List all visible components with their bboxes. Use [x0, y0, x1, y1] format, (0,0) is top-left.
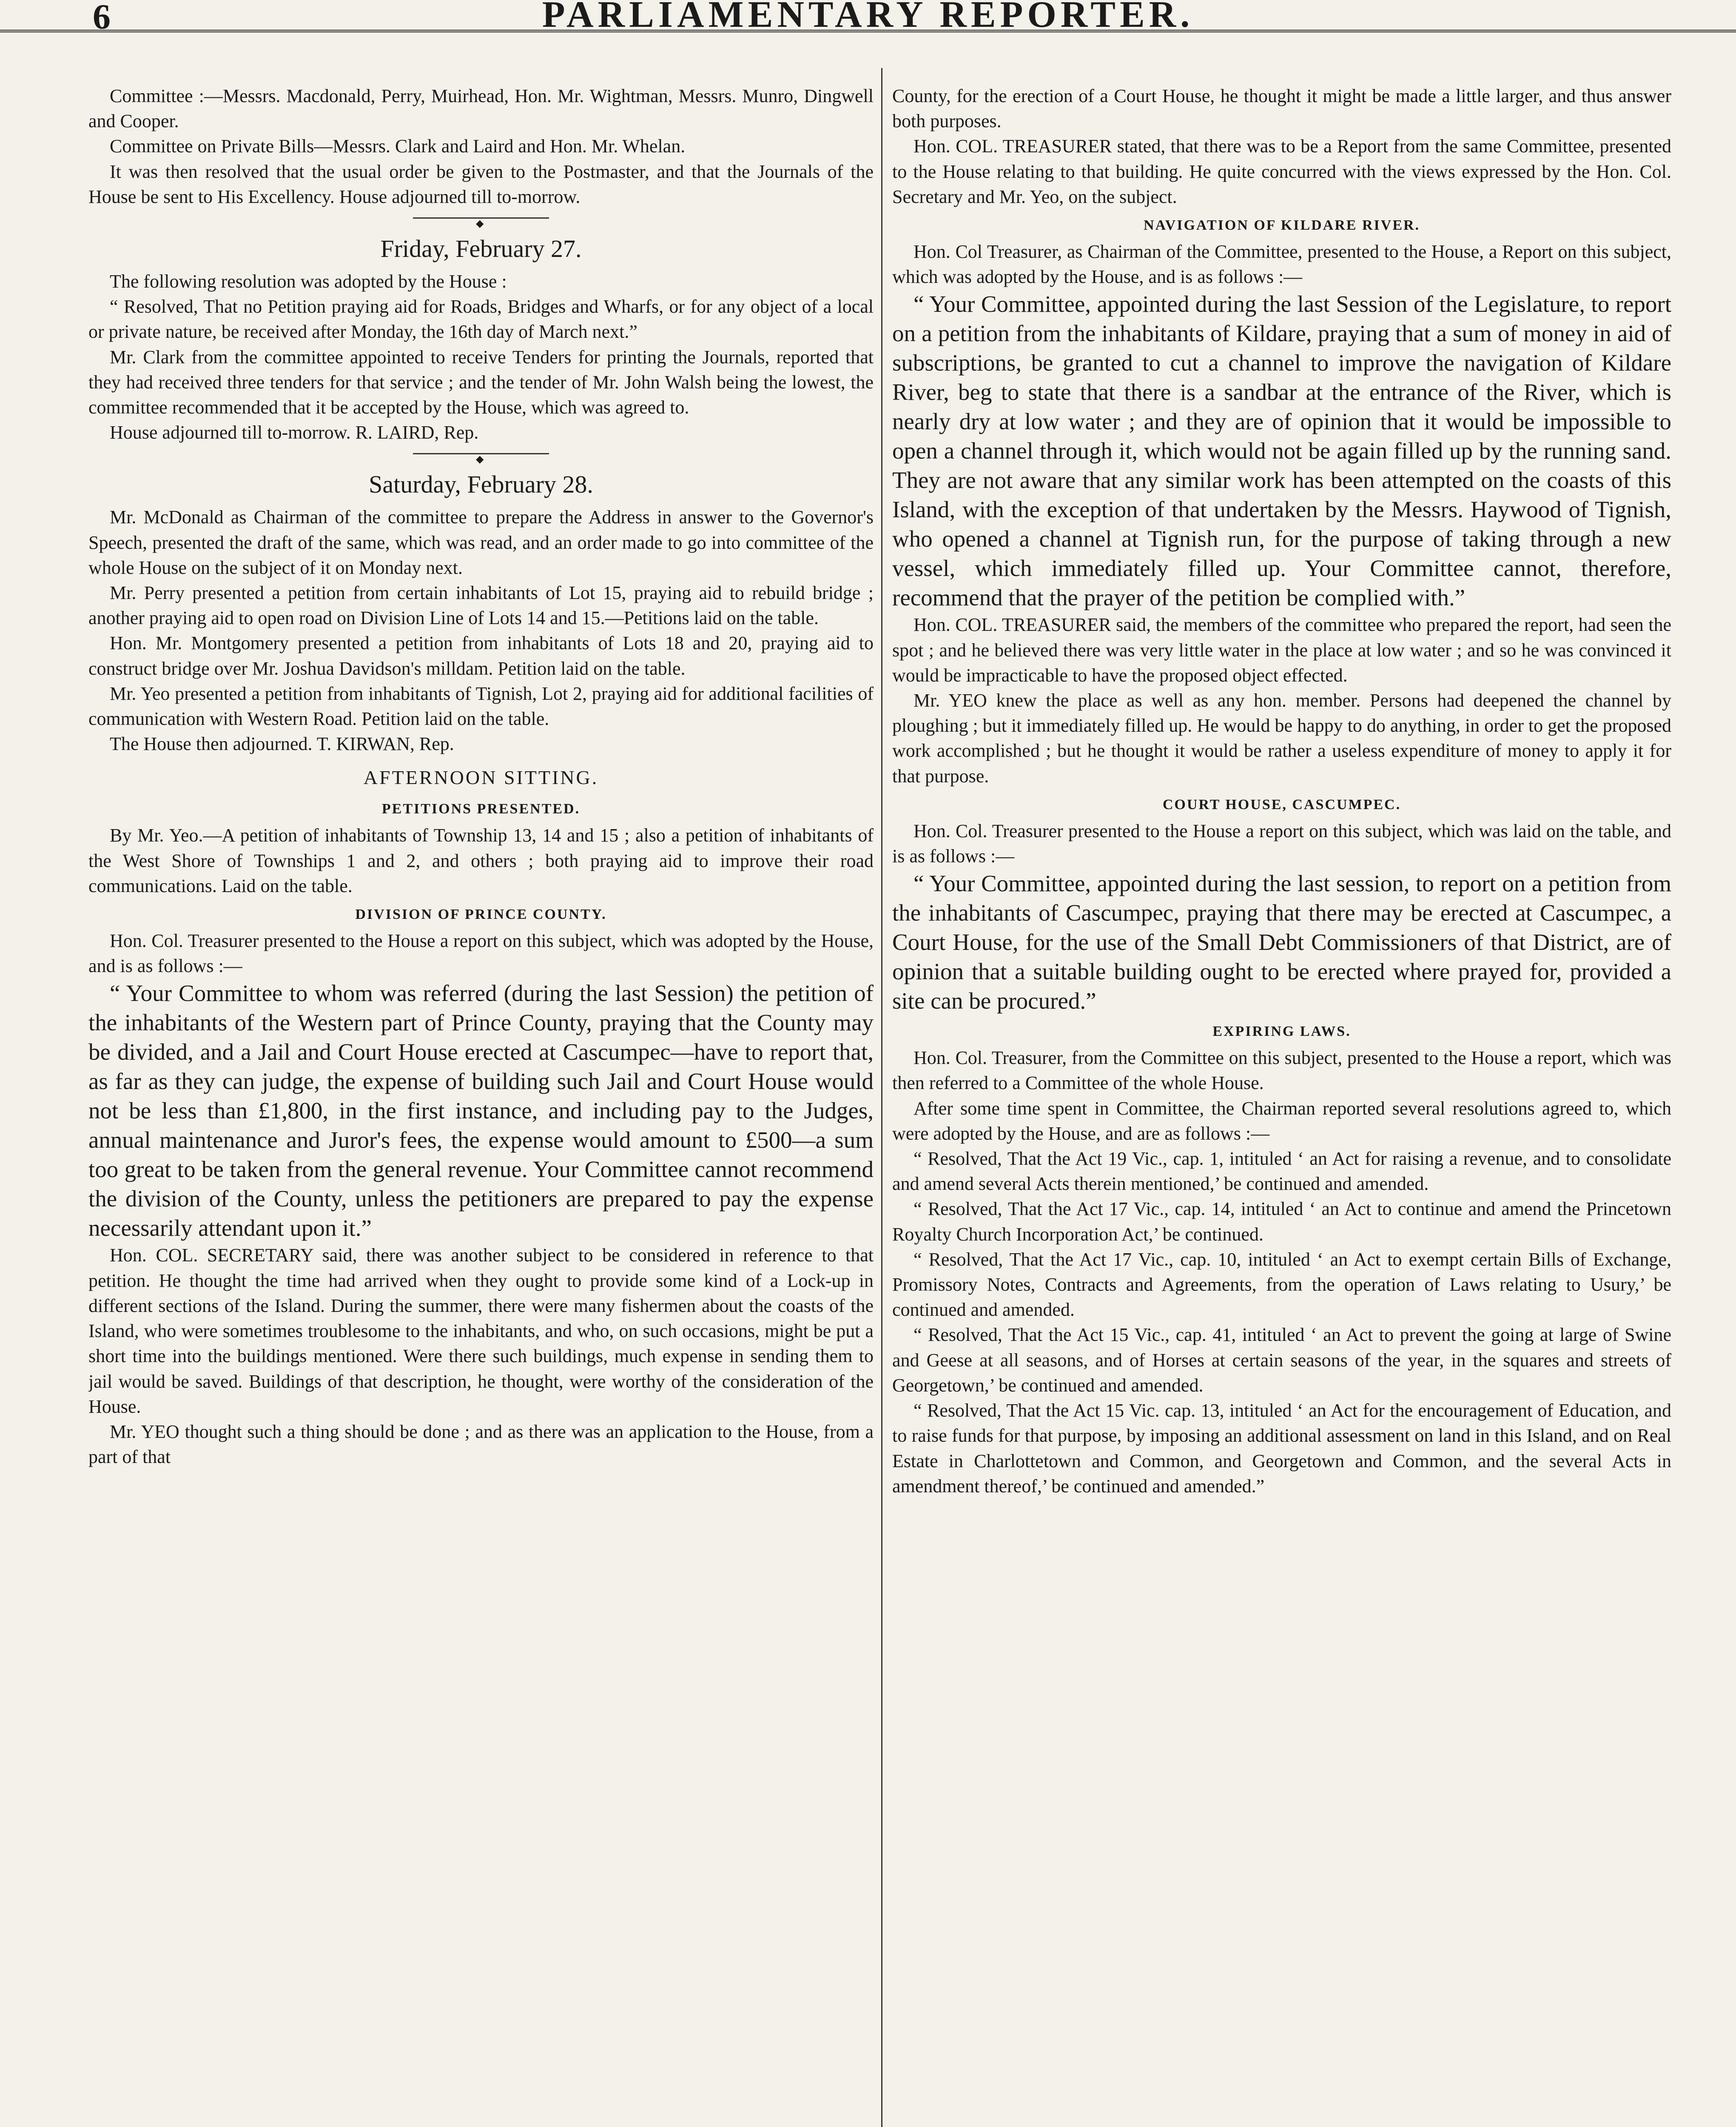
afternoon-sitting-heading: AFTERNOON SITTING.	[363, 767, 599, 789]
division-heading: DIVISION OF PRINCE COUNTY.	[355, 907, 607, 923]
resolution-paragraph: “ Resolved, That no Petition praying aid for Roads, Bridges and Wharfs, or for any object of a local or private nature, be received after Monday, the 16th day of March next.”	[88, 296, 874, 342]
committee-report-quote: “ Your Committee, appointed during the last Session of the Legislature, to report on a petition from the inhabitants of Kildare, praying that a sum of money in aid of subscriptions, be granted to cut a channel to improve the navigation of Kildare River, beg to state that there is a sandbar at the entrance of the River, which is nearly dry at low water ; and they are of opinion that it would be impossible to open a channel through it, which would not be again filled up by the running sand. They are not aware that any similar work has been attempted on the coasts of this Island, with the exception of that undertaken by the Messrs. Haywood of Tignish, who opened a channel at Tignish run, for the purpose of taking through a new vessel, which immediately filled up. Your Committee cannot, therefore, recommend that the prayer of the petition be complied with.”	[892, 291, 1671, 611]
adjournment-paragraph: It was then resolved that the usual order be given to the Postmaster, and that the Journals of the House be sent to His Excellency. House adjourned till to-morrow.	[88, 161, 874, 207]
paragraph: By Mr. Yeo.—A petition of inhabitants of Township 13, 14 and 15 ; also a petition of inhabitants of the West Shore of Townships 1 and 2, and others ; both praying aid to improve their road communications. Laid on the table.	[88, 825, 874, 896]
resolution-paragraph: “ Resolved, That the Act 15 Vic. cap. 13, intituled ‘ an Act for the encouragement of Education, and to raise funds for that purpose, by imposing an additional assessment on land in this Island, and on Real Estate in Charlottetown and Common, and Georgetown and Common, and the several Acts in amendment thereof,’ be continued and amended.”	[892, 1400, 1671, 1497]
reporter-signoff: House adjourned till to-morrow. R. LAIRD, Rep.	[110, 422, 479, 443]
paragraph: After some time spent in Committee, the Chairman reported several resolutions agreed to, which were adopted by the House, and are as follows :—	[892, 1098, 1671, 1144]
masthead	[0, 0, 1736, 37]
paragraph: Mr. YEO thought such a thing should be done ; and as there was an application to the House, from a part of that	[88, 1421, 874, 1468]
resolution-paragraph: “ Resolved, That the Act 19 Vic., cap. 1, intituled ‘ an Act for raising a revenue, and to consolidate and amend several Acts therein mentioned,’ be continued and amended.	[892, 1148, 1671, 1195]
resolution-paragraph: “ Resolved, That the Act 17 Vic., cap. 10, intituled ‘ an Act to exempt certain Bills of Exchange, Promissory Notes, Contracts and Agreements, from the operation of Laws relating to Usury,’ be continued and amended.	[892, 1249, 1671, 1320]
committee-report-quote: “ Your Committee, appointed during the last session, to report on a petition from the inhabitants of Cascumpec, praying that there may be erected at Cascumpec, a Court House, for the use of the Small Debt Commissioners of that District, are of opinion that a suitable building ought to be erected where prayed for, provided a site can be procured.”	[892, 870, 1671, 1014]
paragraph: Mr. McDonald as Chairman of the committee to prepare the Address in answer to the Governor's Speech, presented the draft of the same, which was read, and an order made to go into committee of the whole House on the subject of it on Monday next.	[88, 507, 874, 578]
left-column	[88, 83, 874, 2127]
section-separator	[88, 448, 874, 459]
saturday-heading: Saturday, February 28.	[369, 470, 593, 499]
paragraph: The following resolution was adopted by the House :	[110, 271, 507, 292]
paragraph: Mr. Clark from the committee appointed to receive Tenders for printing the Journals, reported that they had received three tenders for that service ; and the tender of Mr. John Walsh being the lowest, the committee recommended that it be accepted by the House, which was agreed to.	[88, 346, 874, 418]
page-number: 6	[93, 0, 111, 37]
kildare-heading: NAVIGATION OF KILDARE RIVER.	[1143, 217, 1420, 234]
paragraph: Hon. Col. Treasurer presented to the House a report on this subject, which was adopted by the House, and is as follows :—	[88, 930, 874, 977]
column-rule	[881, 68, 882, 2127]
paragraph: Hon. Col. Treasurer, from the Committee on this subject, presented to the House a report, which was then referred to a Committee of the whole House.	[892, 1047, 1671, 1094]
paragraph: Hon. COL. SECRETARY said, there was another subject to be considered in reference to that petition. He thought the time had arrived when they ought to provide some kind of a Lock-up in different sections of the Island. During the summer, there were many fishermen about the coasts of the Island, who were sometimes troublesome to the inhabitants, and who, on such occasions, might be put a short time into the buildings mentioned. Were there such buildings, much expense in sending them to jail would be saved. Buildings of that description, he thought, were worthy of the consideration of the House.	[88, 1245, 874, 1417]
committee-report-quote: “ Your Committee to whom was referred (during the last Session) the petition of the inhabitants of the Western part of Prince County, praying that the County may be divided, and a Jail and Court House erected at Cascumpec—have to report that, as far as they can judge, the expense of building such Jail and Court House would not be less than £1,800, in the first instance, and including pay to the Judges, annual maintenance and Juror's fees, the expense would amount to £500—a sum too great to be taken from the general revenue. Your Committee cannot recommend the division of the County, unless the petitioners are prepared to pay the expense necessarily attendant upon it.”	[88, 980, 874, 1241]
paragraph: County, for the erection of a Court House, he thought it might be made a little larger, and thus answer both purposes.	[892, 86, 1671, 132]
paragraph: Mr. Yeo presented a petition from inhabitants of Tignish, Lot 2, praying aid for additional facilities of communication with Western Road. Petition laid on the table.	[88, 683, 874, 730]
paragraph: Hon. COL. TREASURER said, the members of the committee who prepared the report, had seen the spot ; and he believed there was very little water in the place at low water ; and so he was convinced it would be impracticable to have the proposed object effected.	[892, 614, 1671, 686]
committee-paragraph: Committee :—Messrs. Macdonald, Perry, Muirhead, Hon. Mr. Wightman, Messrs. Munro, Dingwell and Cooper.	[88, 86, 874, 132]
paragraph: Hon. Mr. Montgomery presented a petition from inhabitants of Lots 18 and 20, praying aid to construct bridge over Mr. Joshua Davidson's milldam. Petition laid on the table.	[88, 633, 874, 679]
private-bills-paragraph: Committee on Private Bills—Messrs. Clark and Laird and Hon. Mr. Whelan.	[110, 136, 686, 157]
friday-heading: Friday, February 27.	[380, 235, 582, 263]
paragraph: Hon. COL. TREASURER stated, that there was to be a Report from the same Committee, presented to the House relating to that building. He quite concurred with the views expressed by the Hon. Col. Secretary and Mr. Yeo, on the subject.	[892, 136, 1671, 207]
paragraph: Mr. Perry presented a petition from certain inhabitants of Lot 15, praying aid to rebuild bridge ; another praying aid to open road on Division Line of Lots 14 and 15.—Petitions laid on the table.	[88, 582, 874, 629]
right-column	[892, 83, 1671, 2127]
paragraph: Mr. YEO knew the place as well as any hon. member. Persons had deepened the channel by ploughing ; but it immediately filled up. He would be happy to do anything, in order to get the proposed work accomplished ; but he thought it would be rather a useless expenditure of money to apply it for that purpose.	[892, 690, 1671, 787]
expiring-laws-heading: EXPIRING LAWS.	[1212, 1024, 1351, 1040]
reporter-signoff: The House then adjourned. T. KIRWAN, Rep.	[110, 733, 454, 755]
paragraph: Hon. Col Treasurer, as Chairman of the Committee, presented to the House, a Report on this subject, which was adopted by the House, and is as follows :—	[892, 241, 1671, 288]
paper-title: PARLIAMENTARY REPORTER.	[542, 0, 1194, 35]
paragraph: Hon. Col. Treasurer presented to the House a report on this subject, which was laid on the table, and is as follows :—	[892, 820, 1671, 867]
petitions-heading: PETITIONS PRESENTED.	[381, 801, 581, 817]
resolution-paragraph: “ Resolved, That the Act 17 Vic., cap. 14, intituled ‘ an Act to continue and amend the Princetown Royalty Church Incorporation Act,’ be continued.	[892, 1198, 1671, 1245]
court-house-heading: COURT HOUSE, CASCUMPEC.	[1162, 796, 1401, 813]
resolution-paragraph: “ Resolved, That the Act 15 Vic., cap. 41, intituled ‘ an Act to prevent the going at large of Swine and Geese at all seasons, and of Horses at certain seasons of the year, in the squares and streets of Georgetown,’ be continued and amended.	[892, 1324, 1671, 1396]
section-separator	[88, 213, 874, 223]
